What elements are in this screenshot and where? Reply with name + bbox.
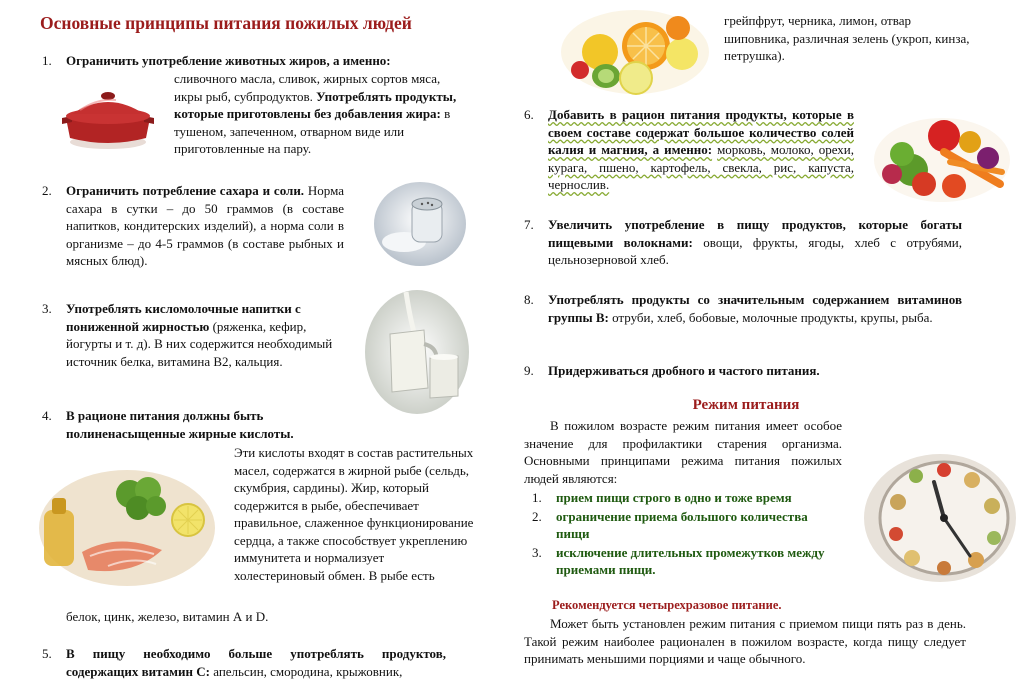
item-2-text: Ограничить потребление сахара и соли. Норма сахара в сутки – до 50 граммов (в составе напитков, кондитерских изделий), а норма соли в организме – до 4-5 граммов (в составе рыбных и мясных блюд).	[66, 183, 344, 268]
item-6-number: 6.	[524, 107, 534, 122]
item-4-number: 4.	[42, 408, 52, 423]
recommendation: Рекомендуется четырехразовое питание.	[552, 598, 782, 612]
item-6-text: Добавить в рацион питания продукты, которые в своем составе содержат большое количество солей калия и магния, а именно: морковь, молоко, орехи, курага, пшено, картофель, свекла, рис, капуста, чернослив.	[548, 107, 855, 192]
item-5-continuation: грейпфрут, черника, лимон, отвар шиповника, различная зелень (укроп, кинза, петрушка).	[724, 13, 970, 63]
item-2-number: 2.	[42, 183, 52, 198]
item-8-text: Употреблять продукты со значительным содержанием витаминов группы В: отруби, хлеб, бобовые, молочные продукты, крупы, рыба.	[548, 292, 962, 325]
clock-plate-image	[860, 452, 1018, 584]
item-3-text: Употреблять кисломолочные напитки с пониженной жирностью (ряженка, кефир, йогурты и т. д). В них содержится необходимый источник белка, витамина В2, кальция.	[66, 301, 333, 369]
salt-shaker-image	[372, 180, 468, 268]
regime-list-item: 1. прием пищи строго в одно и тоже время	[532, 490, 792, 505]
item-8-number: 8.	[524, 292, 534, 307]
milk-pitcher-image	[362, 288, 472, 416]
regime-intro: В пожилом возрасте режим питания имеет особое значение для профилактики старения организма. Основными принципами режима питания пожилых людей являются:	[524, 418, 842, 486]
regime-list	[532, 489, 842, 579]
citrus-fruits-image	[560, 6, 710, 96]
item-4-heading: В рационе питания должны быть полиненасыщенные жирные кислоты.	[66, 408, 294, 441]
page-title: Основные принципы питания пожилых людей	[40, 13, 412, 33]
item-9-number: 9.	[524, 363, 534, 378]
item-1-heading: Ограничить употребление животных жиров, а именно:	[66, 53, 391, 68]
item-3-number: 3.	[42, 301, 52, 316]
item-4-body-tail: белок, цинк, железо, витамин А и D.	[66, 609, 269, 624]
item-7-text: Увеличить употребление в пищу продуктов, которые богаты пищевыми волокнами: овощи, фрукты, ягоды, хлеб с отрубями, цельнозерновой хлеб.	[548, 217, 962, 267]
item-5-number: 5.	[42, 646, 52, 661]
final-paragraph: Может быть установлен режим питания с приемом пищи пять раз в день. Такой режим наиболее рационален в пожилом возрасте, когда пищу следует принимать меньшими порциями и чаще обычного.	[524, 616, 966, 666]
item-1-number: 1.	[42, 53, 52, 68]
regime-title: Режим питания	[692, 397, 800, 413]
item-4-body: Эти кислоты входят в состав растительных масел, содержатся в жирной рыбе (сельдь, скумбрия, сардины). Жир, который содержится в рыбе, обеспечивает правильное, слаженное функционирование сердца, а также способствует укреплению иммунитета и нормализует холестериновый обмен. В рыбе есть	[234, 445, 474, 583]
regime-list-item: 3. исключение длительных промежутков между приемами пищи.	[532, 544, 825, 577]
fish-broccoli-image	[38, 460, 216, 588]
vegetables-image	[872, 112, 1012, 204]
item-1-body: сливочного масла, сливок, жирных сортов мяса, икры рыб, субпродуктов. Употреблять продукты, которые приготовлены без добавления жира: в тушеном, запеченном, отварном виде или приготовленные на пару.	[174, 71, 457, 156]
regime-list-item: 2. ограничение приема большого количества пищи	[532, 508, 808, 541]
item-7-number: 7.	[524, 217, 534, 232]
item-5-text: В пищу необходимо больше употреблять продуктов, содержащих витамин С: апельсин, смородина, крыжовник,	[66, 646, 446, 679]
casserole-dish-image	[58, 82, 158, 154]
item-9-text: Придерживаться дробного и частого питания.	[548, 363, 820, 378]
